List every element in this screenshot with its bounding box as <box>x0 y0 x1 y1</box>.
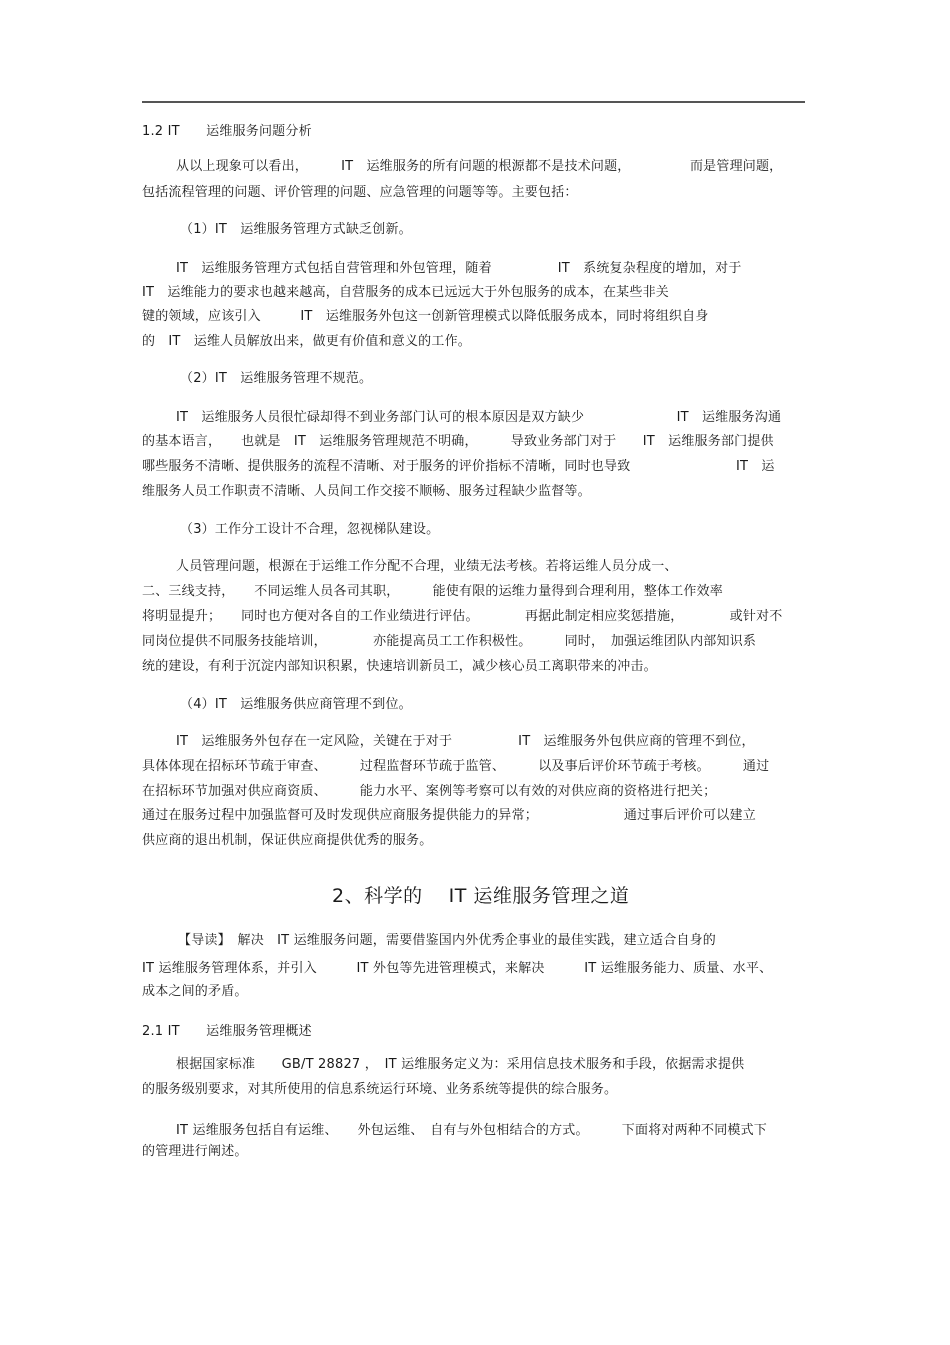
paragraph-line: 将明显提升； 同时也方便对各自的工作业绩进行评估。 再据此制定相应奖惩措施， 或针对不 <box>142 609 783 624</box>
item-title-4: （4）IT 运维服务供应商管理不到位。 <box>180 697 412 712</box>
section-heading-1-2: 1.2 IT 运维服务问题分析 <box>142 124 312 139</box>
guide-line: 【导读】 解决 IT 运维服务问题，需要借鉴国内外优秀企事业的最佳实践，建立适合自身的 <box>178 933 717 948</box>
header-rule <box>142 101 805 103</box>
paragraph-line: IT 运维服务包括自有运维、 外包运维、 自有与外包相结合的方式。 下面将对两种不同模式下 <box>176 1123 768 1138</box>
item-title-3: （3）工作分工设计不合理，忽视梯队建设。 <box>180 522 440 537</box>
paragraph-line: 在招标环节加强对供应商资质、 能力水平、案例等考察可以有效的对供应商的资格进行把关； <box>142 784 717 799</box>
paragraph-line: 通过在服务过程中加强监督可及时发现供应商服务提供能力的异常； 通过事后评价可以建立 <box>142 808 756 823</box>
paragraph-line: 同岗位提供不同服务技能培训， 亦能提高员工工作积极性。 同时， 加强运维团队内部知识系 <box>142 634 757 649</box>
paragraph-line: 的服务级别要求，对其所使用的信息系统运行环境、业务系统等提供的综合服务。 <box>142 1082 618 1097</box>
paragraph-line: 从以上现象可以看出， IT 运维服务的所有问题的根源都不是技术问题， 而是管理问题， <box>176 159 783 174</box>
paragraph-line: 二、三线支持， 不同运维人员各司其职， 能使有限的运维力量得到合理利用，整体工作效率 <box>142 584 724 599</box>
guide-line: 成本之间的矛盾。 <box>142 984 248 999</box>
paragraph-line: IT 运维服务管理方式包括自营管理和外包管理，随着 IT 系统复杂程度的增加，对于 <box>176 261 742 276</box>
guide-line: IT 运维服务管理体系，并引入 IT 外包等先进管理模式，来解决 IT 运维服务能力、质量、水平、 <box>142 961 773 976</box>
paragraph-line: IT 运维服务人员很忙碌却得不到业务部门认可的根本原因是双方缺少 IT 运维服务沟通 <box>176 410 782 425</box>
paragraph-line: 维服务人员工作职责不清晰、人员间工作交接不顺畅、服务过程缺少监督等。 <box>142 484 591 499</box>
section-heading-2-1: 2.1 IT 运维服务管理概述 <box>142 1024 312 1039</box>
paragraph-line: 人员管理问题，根源在于运维工作分配不合理，业绩无法考核。若将运维人员分成一、 <box>176 559 678 574</box>
paragraph-line: 的基本语言， 也就是 IT 运维服务管理规范不明确， 导致业务部门对于 IT 运维服务部门提供 <box>142 434 774 449</box>
paragraph-line: 的 IT 运维人员解放出来，做更有价值和意义的工作。 <box>142 334 471 349</box>
paragraph-line: 包括流程管理的问题、评价管理的问题、应急管理的问题等等。主要包括： <box>142 185 578 200</box>
paragraph-line: IT 运维能力的要求也越来越高，自营服务的成本已远远大于外包服务的成本，在某些非关 <box>142 285 669 300</box>
paragraph-line: 统的建设，有利于沉淀内部知识积累，快速培训新员工，减少核心员工离职带来的冲击。 <box>142 659 657 674</box>
paragraph-line: IT 运维服务外包存在一定风险，关键在于对于 IT 运维服务外包供应商的管理不到位， <box>176 734 755 749</box>
paragraph-line: 根据国家标准 GB/T 28827 ， IT 运维服务定义为：采用信息技术服务和手段，依据需求提供 <box>176 1057 745 1072</box>
paragraph-line: 的管理进行阐述。 <box>142 1144 248 1159</box>
paragraph-line: 供应商的退出机制，保证供应商提供优秀的服务。 <box>142 833 433 848</box>
paragraph-line: 具体体现在招标环节疏于审查、 过程监督环节疏于监管、 以及事后评价环节疏于考核。 通过 <box>142 759 770 774</box>
chapter-title-2: 2、科学的 IT 运维服务管理之道 <box>332 885 630 907</box>
paragraph-line: 键的领域，应该引入 IT 运维服务外包这一创新管理模式以降低服务成本，同时将组织自身 <box>142 309 709 324</box>
item-title-1: （1）IT 运维服务管理方式缺乏创新。 <box>180 222 412 237</box>
paragraph-line: 哪些服务不清晰、提供服务的流程不清晰、对于服务的评价指标不清晰，同时也导致 IT 运 <box>142 459 775 474</box>
item-title-2: （2）IT 运维服务管理不规范。 <box>180 371 373 386</box>
